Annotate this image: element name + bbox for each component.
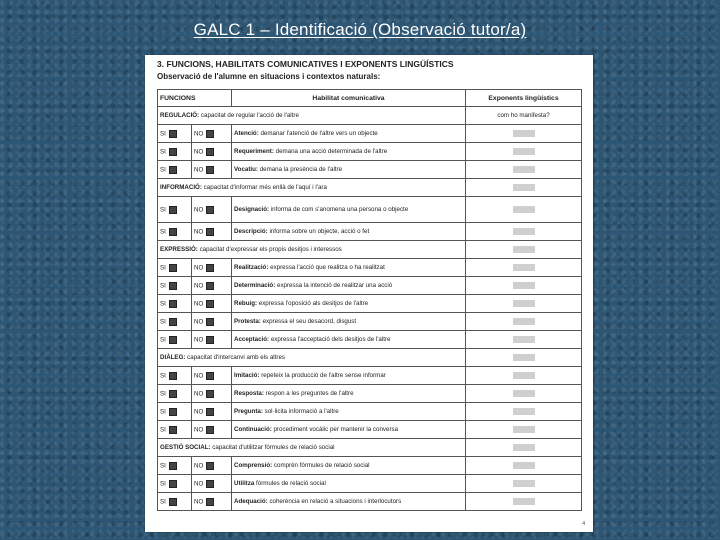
exponent-field[interactable] xyxy=(513,228,535,235)
yes-checkbox[interactable] xyxy=(169,408,177,416)
ability-name: Pregunta: xyxy=(234,408,263,415)
no-cell xyxy=(192,125,232,143)
yes-label: SI xyxy=(160,130,166,138)
yes-cell xyxy=(158,367,192,385)
yes-label: SI xyxy=(160,408,166,416)
ability-description-cell xyxy=(232,457,466,475)
ability-description: expressa la intenció de realitzar una acció xyxy=(277,282,393,289)
exponent-cell xyxy=(466,197,582,223)
yes-cell xyxy=(158,457,192,475)
yes-checkbox[interactable] xyxy=(169,318,177,326)
exponent-cell xyxy=(466,493,582,511)
ability-row xyxy=(158,475,582,493)
exponent-field[interactable] xyxy=(513,318,535,325)
no-checkbox[interactable] xyxy=(206,336,214,344)
exponent-cell xyxy=(466,403,582,421)
ability-name: Imitació: xyxy=(234,372,260,379)
no-label: NO xyxy=(194,480,204,488)
ability-row xyxy=(158,161,582,179)
yes-label: SI xyxy=(160,498,166,506)
yes-cell xyxy=(158,125,192,143)
ability-description-cell xyxy=(232,313,466,331)
yes-cell xyxy=(158,313,192,331)
exponent-field[interactable] xyxy=(513,148,535,155)
no-label: NO xyxy=(194,264,204,272)
ability-description: expressa l'acceptació dels desitjos de l'altre xyxy=(270,336,391,343)
ability-row xyxy=(158,223,582,241)
no-checkbox[interactable] xyxy=(206,408,214,416)
ability-description-cell xyxy=(232,493,466,511)
exponent-field[interactable] xyxy=(513,408,535,415)
yes-label: SI xyxy=(160,206,166,214)
yes-cell xyxy=(158,385,192,403)
yes-label: SI xyxy=(160,318,166,326)
ability-row xyxy=(158,295,582,313)
ability-name: Designació: xyxy=(234,206,270,213)
ability-description: fórmules de relació social xyxy=(256,480,326,487)
ability-description: respon a les preguntes de l'altre xyxy=(265,390,354,397)
header-habilitat: Habilitat comunicativa xyxy=(232,90,466,107)
yes-label: SI xyxy=(160,300,166,308)
yes-checkbox[interactable] xyxy=(169,426,177,434)
ability-description-cell xyxy=(232,367,466,385)
no-cell xyxy=(192,457,232,475)
no-checkbox[interactable] xyxy=(206,264,214,272)
no-checkbox[interactable] xyxy=(206,166,214,174)
no-label: NO xyxy=(194,408,204,416)
yes-cell xyxy=(158,475,192,493)
ability-description: sol·licita informació a l'altre xyxy=(264,408,339,415)
yes-label: SI xyxy=(160,480,166,488)
yes-checkbox[interactable] xyxy=(169,390,177,398)
category-description: capacitat d'expressar els propis desitjos i interessos xyxy=(199,246,342,253)
exponent-field[interactable] xyxy=(513,246,535,253)
ability-row xyxy=(158,313,582,331)
no-checkbox[interactable] xyxy=(206,480,214,488)
exponent-prompt: com ho manifesta? xyxy=(497,112,550,119)
exponent-cell xyxy=(466,179,582,197)
exponent-field[interactable] xyxy=(513,166,535,173)
no-label: NO xyxy=(194,336,204,344)
exponent-field[interactable] xyxy=(513,264,535,271)
exponent-cell xyxy=(466,349,582,367)
exponent-field[interactable] xyxy=(513,184,535,191)
yes-checkbox[interactable] xyxy=(169,462,177,470)
category-row xyxy=(158,107,582,125)
ability-name: Descripció: xyxy=(234,228,268,235)
no-checkbox[interactable] xyxy=(206,498,214,506)
no-label: NO xyxy=(194,318,204,326)
no-cell xyxy=(192,385,232,403)
category-title: INFORMACIÓ: xyxy=(160,184,202,191)
yes-label: SI xyxy=(160,282,166,290)
no-cell xyxy=(192,197,232,223)
form-page xyxy=(145,55,593,532)
exponent-cell xyxy=(466,439,582,457)
exponent-field[interactable] xyxy=(513,130,535,137)
category-label xyxy=(158,349,466,367)
yes-label: SI xyxy=(160,372,166,380)
yes-label: SI xyxy=(160,166,166,174)
ability-row xyxy=(158,385,582,403)
no-checkbox[interactable] xyxy=(206,372,214,380)
ability-description: demana una acció determinada de l'altre xyxy=(275,148,388,155)
yes-checkbox[interactable] xyxy=(169,372,177,380)
yes-label: SI xyxy=(160,390,166,398)
exponent-cell xyxy=(466,457,582,475)
exponent-field[interactable] xyxy=(513,426,535,433)
ability-description: coherència en relació a situacions i interlocutors xyxy=(269,498,402,505)
ability-name: Acceptació: xyxy=(234,336,270,343)
ability-name: Continuació: xyxy=(234,426,272,433)
ability-description-cell xyxy=(232,143,466,161)
header-exponents: Exponents lingüístics xyxy=(466,90,582,107)
form-heading: 3. FUNCIONS, HABILITATS COMUNICATIVES I EXPONENTS LINGÜÍSTICS xyxy=(157,59,454,68)
yes-cell xyxy=(158,143,192,161)
no-cell xyxy=(192,223,232,241)
ability-description-cell xyxy=(232,161,466,179)
ability-description-cell xyxy=(232,403,466,421)
yes-label: SI xyxy=(160,336,166,344)
no-cell xyxy=(192,421,232,439)
no-cell xyxy=(192,475,232,493)
category-description: capacitat d'intercanvi amb els altres xyxy=(187,354,285,361)
category-description: capacitat d'utilitzar fórmules de relació social xyxy=(212,444,335,451)
ability-description-cell xyxy=(232,277,466,295)
ability-row xyxy=(158,125,582,143)
ability-name: Atenció: xyxy=(234,130,259,137)
yes-checkbox[interactable] xyxy=(169,336,177,344)
exponent-cell xyxy=(466,367,582,385)
yes-checkbox[interactable] xyxy=(169,264,177,272)
ability-description-cell xyxy=(232,331,466,349)
exponent-field[interactable] xyxy=(513,498,535,505)
category-title: REGULACIÓ: xyxy=(160,112,200,119)
no-label: NO xyxy=(194,300,204,308)
ability-row xyxy=(158,277,582,295)
ability-name: Requeriment: xyxy=(234,148,274,155)
yes-label: SI xyxy=(160,426,166,434)
no-label: NO xyxy=(194,206,204,214)
exponent-field[interactable] xyxy=(513,462,535,469)
no-label: NO xyxy=(194,166,204,174)
category-row xyxy=(158,439,582,457)
exponent-cell xyxy=(466,295,582,313)
no-cell xyxy=(192,493,232,511)
no-cell xyxy=(192,161,232,179)
no-cell xyxy=(192,367,232,385)
category-title: GESTIÓ SOCIAL: xyxy=(160,444,211,451)
yes-cell xyxy=(158,223,192,241)
yes-checkbox[interactable] xyxy=(169,480,177,488)
exponent-cell xyxy=(466,259,582,277)
no-label: NO xyxy=(194,148,204,156)
yes-cell xyxy=(158,493,192,511)
category-label xyxy=(158,439,466,457)
no-checkbox[interactable] xyxy=(206,300,214,308)
yes-checkbox[interactable] xyxy=(169,166,177,174)
no-checkbox[interactable] xyxy=(206,318,214,326)
form-subheading: Observació de l'alumne en situacions i contextos naturals: xyxy=(157,72,381,81)
ability-description-cell xyxy=(232,259,466,277)
ability-description-cell xyxy=(232,295,466,313)
exponent-cell xyxy=(466,385,582,403)
exponent-field[interactable] xyxy=(513,354,535,361)
ability-name: Utilitza xyxy=(234,480,255,487)
no-cell xyxy=(192,295,232,313)
exponent-cell xyxy=(466,223,582,241)
yes-checkbox[interactable] xyxy=(169,228,177,236)
category-title: DIÀLEG: xyxy=(160,354,186,361)
ability-description: expressa l'acció que realitza o ha realitzat xyxy=(270,264,385,271)
ability-row xyxy=(158,457,582,475)
exponent-field[interactable] xyxy=(513,282,535,289)
category-title: EXPRESSIÓ: xyxy=(160,246,198,253)
ability-description: demanar l'atenció de l'altre vers un objecte xyxy=(260,130,378,137)
yes-label: SI xyxy=(160,228,166,236)
yes-checkbox[interactable] xyxy=(169,130,177,138)
ability-description: comprèn fórmules de relació social xyxy=(273,462,370,469)
no-checkbox[interactable] xyxy=(206,282,214,290)
exponent-field[interactable] xyxy=(513,336,535,343)
page-number: 4 xyxy=(582,521,585,527)
ability-row xyxy=(158,331,582,349)
ability-row xyxy=(158,493,582,511)
category-label xyxy=(158,241,466,259)
ability-name: Rebuig: xyxy=(234,300,258,307)
no-checkbox[interactable] xyxy=(206,390,214,398)
ability-row xyxy=(158,197,582,223)
ability-description: demana la presència de l'altre xyxy=(259,166,343,173)
no-label: NO xyxy=(194,498,204,506)
no-cell xyxy=(192,313,232,331)
no-checkbox[interactable] xyxy=(206,148,214,156)
exponent-field[interactable] xyxy=(513,390,535,397)
ability-name: Vocatiu: xyxy=(234,166,258,173)
exponent-field[interactable] xyxy=(513,300,535,307)
exponent-cell xyxy=(466,475,582,493)
category-label xyxy=(158,107,466,125)
exponent-cell xyxy=(466,313,582,331)
ability-name: Comprensió: xyxy=(234,462,273,469)
no-label: NO xyxy=(194,228,204,236)
no-label: NO xyxy=(194,282,204,290)
ability-description-cell xyxy=(232,421,466,439)
slide-title: GALC 1 – Identificació (Observació tutor/a) xyxy=(193,20,527,39)
yes-cell xyxy=(158,277,192,295)
category-row xyxy=(158,179,582,197)
observation-table xyxy=(157,89,582,511)
yes-cell xyxy=(158,421,192,439)
ability-row xyxy=(158,259,582,277)
ability-description-cell xyxy=(232,125,466,143)
yes-cell xyxy=(158,161,192,179)
category-row xyxy=(158,349,582,367)
ability-name: Protesta: xyxy=(234,318,261,325)
yes-cell xyxy=(158,331,192,349)
ability-description: expressa l'oposició als desitjos de l'altre xyxy=(258,300,369,307)
no-cell xyxy=(192,331,232,349)
ability-row xyxy=(158,403,582,421)
exponent-field[interactable] xyxy=(513,480,535,487)
yes-cell xyxy=(158,259,192,277)
no-label: NO xyxy=(194,372,204,380)
yes-label: SI xyxy=(160,462,166,470)
ability-description-cell xyxy=(232,475,466,493)
exponent-cell xyxy=(466,161,582,179)
exponent-cell xyxy=(466,241,582,259)
no-label: NO xyxy=(194,426,204,434)
category-description: capacitat d'informar més enllà de l'aquí i l'ara xyxy=(203,184,327,191)
table-header-row xyxy=(158,90,582,107)
no-cell xyxy=(192,403,232,421)
yes-label: SI xyxy=(160,148,166,156)
no-checkbox[interactable] xyxy=(206,462,214,470)
exponent-field[interactable] xyxy=(513,444,535,451)
exponent-field[interactable] xyxy=(513,206,535,213)
exponent-cell xyxy=(466,277,582,295)
yes-cell xyxy=(158,403,192,421)
yes-cell xyxy=(158,197,192,223)
ability-description: informa sobre un objecte, acció o fet xyxy=(269,228,370,235)
ability-description-cell xyxy=(232,197,466,223)
exponent-cell xyxy=(466,107,582,125)
exponent-field[interactable] xyxy=(513,372,535,379)
no-label: NO xyxy=(194,390,204,398)
ability-description-cell xyxy=(232,223,466,241)
ability-row xyxy=(158,143,582,161)
exponent-cell xyxy=(466,331,582,349)
yes-checkbox[interactable] xyxy=(169,282,177,290)
ability-name: Realització: xyxy=(234,264,269,271)
ability-description-cell xyxy=(232,385,466,403)
ability-description: repeteix la producció de l'altre sense informar xyxy=(261,372,386,379)
ability-row xyxy=(158,367,582,385)
header-funcions: FUNCIONS xyxy=(158,90,232,107)
yes-checkbox[interactable] xyxy=(169,498,177,506)
exponent-cell xyxy=(466,125,582,143)
yes-checkbox[interactable] xyxy=(169,206,177,214)
no-cell xyxy=(192,143,232,161)
ability-description: informa de com s'anomena una persona o objecte xyxy=(270,206,409,213)
yes-label: SI xyxy=(160,264,166,272)
no-cell xyxy=(192,259,232,277)
no-checkbox[interactable] xyxy=(206,206,214,214)
ability-name: Resposta: xyxy=(234,390,264,397)
exponent-cell xyxy=(466,421,582,439)
ability-row xyxy=(158,421,582,439)
ability-name: Determinació: xyxy=(234,282,276,289)
category-description: capacitat de regular l'acció de l'altre xyxy=(200,112,299,119)
no-label: NO xyxy=(194,462,204,470)
ability-description: procediment vocàlic per mantenir la conversa xyxy=(273,426,399,433)
no-checkbox[interactable] xyxy=(206,228,214,236)
no-label: NO xyxy=(194,130,204,138)
ability-description: expressa el seu desacord, disgust xyxy=(262,318,357,325)
ability-name: Adequació: xyxy=(234,498,268,505)
category-label xyxy=(158,179,466,197)
no-cell xyxy=(192,277,232,295)
yes-checkbox[interactable] xyxy=(169,300,177,308)
exponent-cell xyxy=(466,143,582,161)
no-checkbox[interactable] xyxy=(206,426,214,434)
yes-checkbox[interactable] xyxy=(169,148,177,156)
no-checkbox[interactable] xyxy=(206,130,214,138)
yes-cell xyxy=(158,295,192,313)
category-row xyxy=(158,241,582,259)
